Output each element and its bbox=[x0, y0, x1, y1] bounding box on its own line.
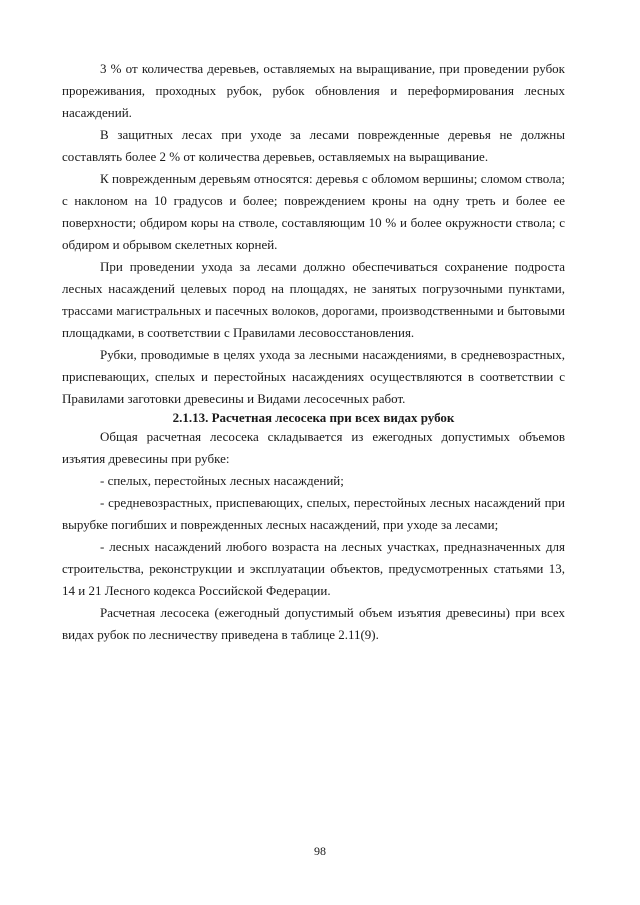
paragraph-continuation: 3 % от количества деревьев, оставляемых на выращивание, при проведении рубок прореживания, проходных рубок, рубок обновления и переформирования лесных насаждений. bbox=[62, 61, 565, 120]
paragraph-felling-rules: Рубки, проводимые в целях ухода за лесными насаждениями, в средневозрастных, приспевающих, спелых и перестойных насаждениях осуществляются в соответствии с Правилами заготовки древесины и Видами лесосечных работ. bbox=[62, 347, 565, 406]
paragraph-undergrowth: При проведении ухода за лесами должно обеспечиваться сохранение подроста лесных насаждений целевых пород на площадях, не занятых погрузочными пунктами, трассами магистральных и пасечных волоков, дорогами, производственными и бытовыми площадками, в соответствии с Правилами лесовосстановления. bbox=[62, 259, 565, 340]
list-item: - спелых, перестойных лесных насаждений; bbox=[100, 473, 344, 488]
page-number: 98 bbox=[314, 844, 326, 858]
paragraph-damaged-trees: К поврежденным деревьям относятся: деревья с обломом вершины; сломом ствола; с наклоном на 10 градусов и более; повреждением кроны на одну треть и более ее поверхности; обдиром коры на стволе, составляющим 10 % и более окружности ствола; с обдиром и обрывом скелетных корней. bbox=[62, 171, 565, 252]
section-closing: Расчетная лесосека (ежегодный допустимый объем изъятия древесины) при всех видах рубок по лесничеству приведена в таблице 2.11(9). bbox=[62, 605, 565, 642]
section-heading: 2.1.13. Расчетная лесосека при всех видах рубок bbox=[172, 410, 455, 425]
paragraph-protective-forests: В защитных лесах при уходе за лесами поврежденные деревья не должны составлять более 2 % от количества деревьев, оставляемых на выращивание. bbox=[62, 127, 565, 164]
page-body bbox=[62, 58, 565, 646]
section-intro: Общая расчетная лесосека складывается из ежегодных допустимых объемов изъятия древесины при рубке: bbox=[62, 429, 565, 466]
list-item: - средневозрастных, приспевающих, спелых, перестойных лесных насаждений при вырубке погибших и поврежденных лесных насаждений, при уходе за лесами; bbox=[62, 495, 565, 532]
list-item: - лесных насаждений любого возраста на лесных участках, предназначенных для строительства, реконструкции и эксплуатации объектов, предусмотренных статьями 13, 14 и 21 Лесного кодекса Российской Федерации. bbox=[62, 539, 565, 598]
